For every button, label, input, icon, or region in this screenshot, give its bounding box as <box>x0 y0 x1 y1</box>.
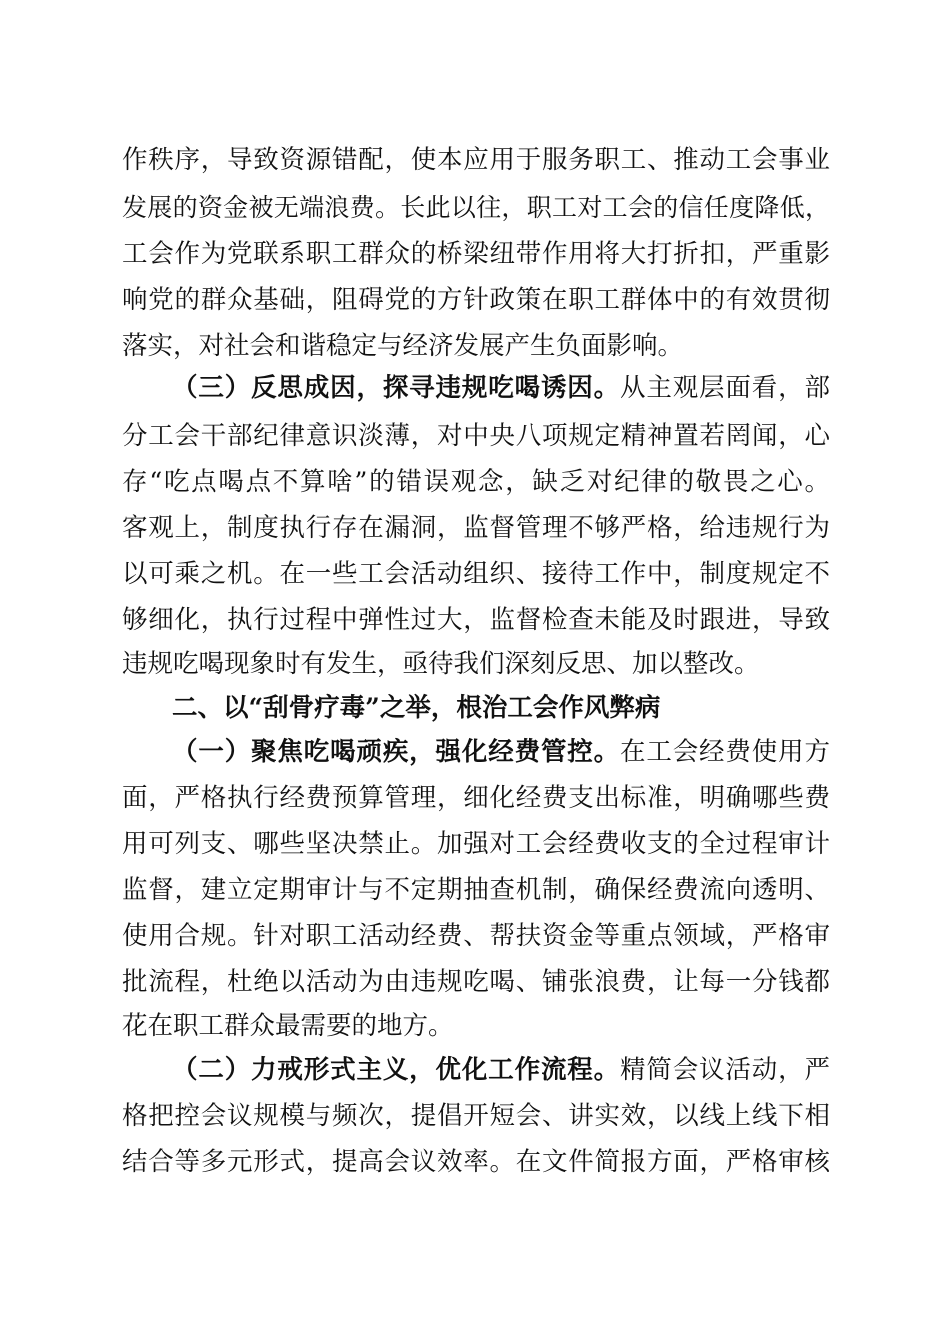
text-segment: 分工会干部纪律意识淡薄，对中央八项规定精神置若罔闻，心 <box>122 421 830 451</box>
text-line <box>122 550 830 598</box>
text-line <box>122 1138 830 1186</box>
text-segment: 工会作为党联系职工群众的桥梁纽带作用将大打折扣，严重影 <box>122 239 830 269</box>
text-segment: 批流程，杜绝以活动为由违规吃喝、铺张浪费，让每一分钱都 <box>122 967 830 997</box>
text-segment: 发展的资金被无端浪费。长此以往，职工对工会的信任度降低， <box>122 193 830 222</box>
text-segment: 监督，建立定期审计与不定期抽查机制，确保经费流向透明、 <box>122 875 830 905</box>
text-segment: 用可列支、哪些坚决禁止。加强对工会经费收支的全过程审计 <box>122 829 830 859</box>
text-line <box>122 136 830 184</box>
section-heading-text: 二、以“刮骨疗毒”之举，根治工会作风弊病 <box>172 693 661 723</box>
text-segment: 使用合规。针对职工活动经费、帮扶资金等重点领域，严格审 <box>122 921 830 951</box>
text-line <box>122 820 830 868</box>
text-line <box>122 640 830 688</box>
text-segment: 在工会经费使用方 <box>620 737 830 767</box>
text-line <box>122 412 830 460</box>
text-segment: 作秩序，导致资源错配，使本应用于服务职工、推动工会事业 <box>122 145 830 175</box>
text-line <box>122 1092 830 1140</box>
text-segment: 响党的群众基础，阻碍党的方针政策在职工群体中的有效贯彻 <box>122 285 830 315</box>
text-segment: 违规吃喝现象时有发生，亟待我们深刻反思、加以整改。 <box>122 649 760 679</box>
text-segment: 落实，对社会和谐稳定与经济发展产生负面影响。 <box>122 331 684 361</box>
text-line <box>122 912 830 960</box>
text-segment: 结合等多元形式，提高会议效率。在文件简报方面，严格审核 <box>122 1147 830 1177</box>
text-segment: 够细化，执行过程中弹性过大，监督检查未能及时跟进，导致 <box>122 605 830 635</box>
text-line <box>122 774 830 822</box>
text-segment: 存“吃点喝点不算啥”的错误观念，缺乏对纪律的敬畏之心。 <box>122 467 830 497</box>
text-line <box>172 1046 830 1094</box>
text-segment: 客观上，制度执行存在漏洞，监督管理不够严格，给违规行为 <box>122 513 830 543</box>
text-line <box>172 728 830 776</box>
text-line <box>122 184 830 232</box>
text-line <box>122 230 830 278</box>
text-segment: 面，严格执行经费预算管理，细化经费支出标准，明确哪些费 <box>122 783 830 813</box>
text-line <box>122 322 830 370</box>
text-segment: 花在职工群众最需要的地方。 <box>122 1011 454 1041</box>
subheading-text: （二）力戒形式主义，优化工作流程。 <box>172 1055 620 1085</box>
text-line <box>122 1002 830 1050</box>
text-line <box>122 866 830 914</box>
text-line <box>122 958 830 1006</box>
text-segment: 格把控会议规模与频次，提倡开短会、讲实效，以线上线下相 <box>122 1101 830 1131</box>
text-segment: 以可乘之机。在一些工会活动组织、接待工作中，制度规定不 <box>122 559 830 589</box>
text-line <box>122 596 830 644</box>
text-segment: 从主观层面看，部 <box>620 373 830 403</box>
text-line <box>122 276 830 324</box>
section-heading <box>172 684 830 732</box>
text-segment: 精简会议活动，严 <box>620 1055 830 1085</box>
subheading-text: （三）反思成因，探寻违规吃喝诱因。 <box>172 373 620 403</box>
subheading-text: （一）聚焦吃喝顽疾，强化经费管控。 <box>172 737 620 767</box>
text-line <box>122 504 830 552</box>
text-line <box>172 364 830 412</box>
text-line <box>122 458 830 506</box>
